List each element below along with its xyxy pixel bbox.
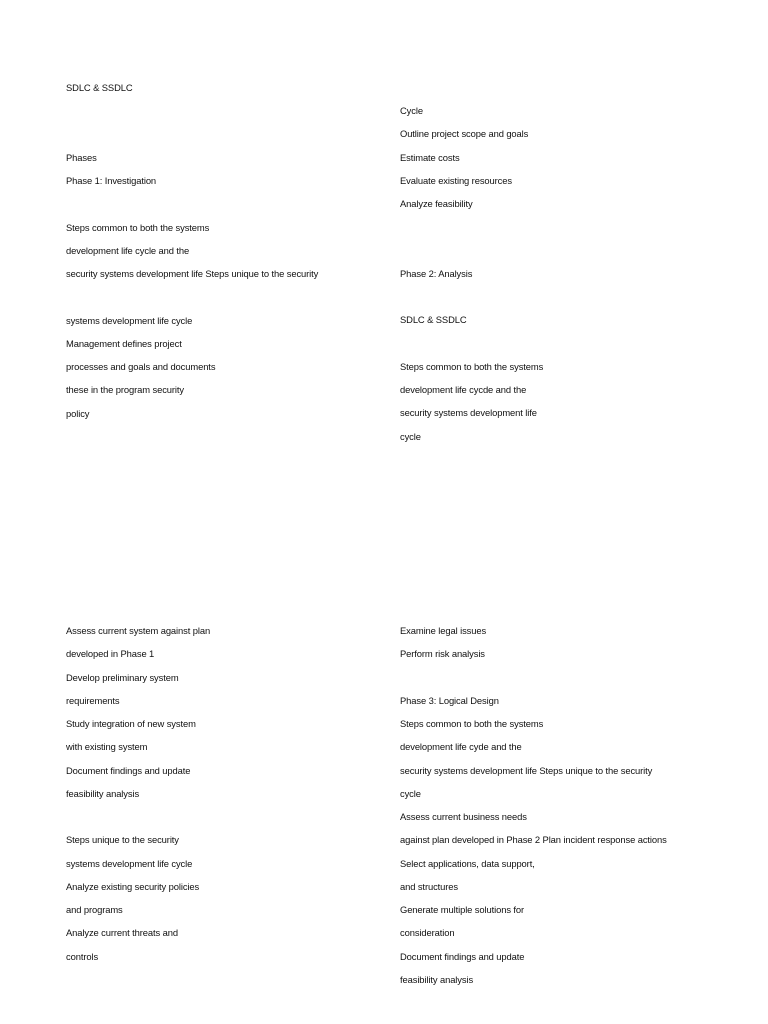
text-line: security systems development life Steps unique to the security (66, 268, 319, 279)
text-line: Steps common to both the systems (66, 221, 210, 233)
text-line: systems development life cycle (66, 857, 193, 869)
text-line: Develop preliminary system (66, 671, 179, 683)
text-line: Evaluate existing resources (400, 174, 512, 186)
text-line: Examine legal issues (400, 625, 487, 636)
text-line: systems development life cycle (66, 314, 193, 326)
text-line: Document findings and update (66, 764, 191, 776)
text-line: developed in Phase 1 (66, 648, 155, 660)
text-line: Document findings and update (400, 950, 525, 962)
text-line: Analyze current threats and (66, 927, 178, 939)
text-line: Management defines project (66, 337, 182, 349)
text-line: policy (66, 407, 90, 419)
text-line: Generate multiple solutions for (400, 904, 525, 915)
text-line: feasibility analysis (66, 787, 140, 799)
text-line: development life cycde and the (400, 384, 527, 395)
text-line: controls (66, 950, 99, 962)
text-line: security systems development life Steps unique to the security (400, 764, 653, 776)
text-line: Analyze existing security policies (66, 880, 200, 892)
text-line: Steps common to both the systems (400, 718, 544, 729)
text-line: Estimate costs (400, 151, 460, 163)
text-line: requirements (66, 694, 120, 706)
text-line: Analyze feasibility (400, 198, 473, 209)
text-line: Steps unique to the security (66, 834, 179, 846)
text-line: Phases (66, 151, 97, 163)
text-line: with existing system (66, 741, 148, 753)
text-line: feasibility analysis (400, 973, 474, 985)
text-line: cycle (400, 787, 421, 799)
text-line: Cycle (400, 105, 423, 116)
text-line: Phase 1: Investigation (66, 175, 157, 186)
text-line: Phase 2: Analysis (400, 267, 473, 279)
text-line: development life cycle and the (66, 244, 190, 256)
text-line: against plan developed in Phase 2 Plan incident response actions (400, 834, 667, 846)
text-line: security systems development life (400, 407, 537, 419)
text-line: Perform risk analysis (400, 648, 485, 660)
text-line: consideration (400, 927, 455, 939)
text-line: and structures (400, 880, 459, 892)
text-line: these in the program security (66, 384, 184, 396)
text-line: development life cyde and the (400, 741, 522, 753)
text-line: Study integration of new system (66, 718, 196, 729)
text-line: processes and goals and documents (66, 361, 216, 372)
text-line: cycle (400, 430, 421, 442)
text-line: Select applications, data support, (400, 857, 535, 869)
text-line: SDLC & SSDLC (400, 314, 467, 326)
text-line: SDLC & SSDLC (66, 82, 133, 93)
text-line: Assess current business needs (400, 811, 527, 822)
text-line: Assess current system against plan (66, 625, 211, 636)
text-line: Phase 3: Logical Design (400, 694, 499, 706)
text-line: Steps common to both the systems (400, 360, 544, 372)
text-line: and programs (66, 904, 123, 915)
text-line: Outline project scope and goals (400, 128, 529, 140)
